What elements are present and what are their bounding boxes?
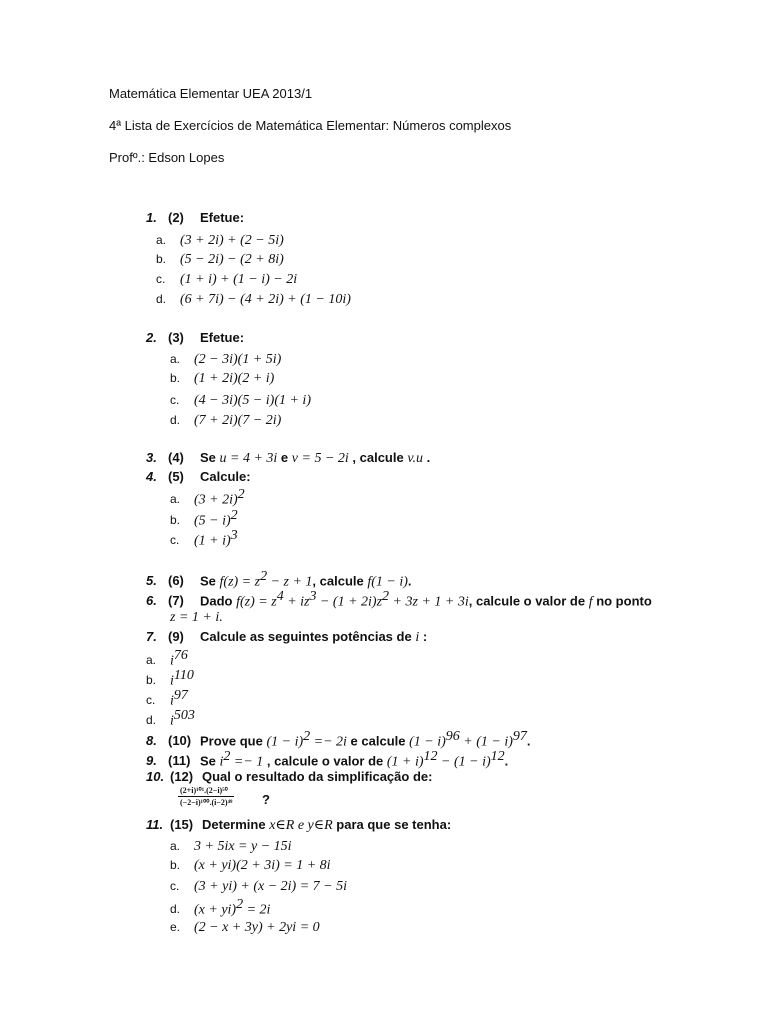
- question-2: 2. (3) Efetue:: [146, 330, 245, 345]
- q7-item-d: d. $i^{503}$: [146, 708, 195, 729]
- question-1: 1. (2) Efetue:: [146, 210, 245, 225]
- q2-item-b: b. (1 + 2i)(2 + i): [170, 371, 275, 386]
- q2-item-c: c. (4 − 3i)(5 − i)(1 + i): [170, 393, 311, 408]
- q7-item-a: a. $i^{76}$: [146, 648, 188, 669]
- q4-item-c: c. $(1 + i)^3$: [170, 528, 238, 549]
- fraction-denominator: (−2−i)¹⁰⁰.(i−2)⁴⁹: [180, 798, 233, 807]
- q1-item-a: a. (3 + 2i) + (2 − 5i): [156, 233, 284, 248]
- question-8: 8. (10) Prove que $(1 - i)^2 =- 2i$ e calcule $(1 - i)^{96} + (1 - i)^{97}$.: [146, 729, 531, 750]
- q11-item-b: b. (x + yi)(2 + 3i) = 1 + 8i: [170, 858, 331, 873]
- course-header: Matemática Elementar UEA 2013/1: [109, 86, 313, 101]
- q1-item-d: d. (6 + 7i) − (4 + 2i) + (1 − 10i): [156, 292, 351, 307]
- q2-item-a: a. (2 − 3i)(1 + 5i): [170, 352, 282, 367]
- question-3: 3. (4) Se u = 4 + 3i e v = 5 − 2i , calcule v.u .: [146, 450, 431, 466]
- question-6-point: z = 1 + i.: [170, 610, 223, 625]
- list-title: 4ª Lista de Exercícios de Matemática Elementar: Números complexos: [109, 118, 512, 133]
- q4-item-a: a. $(3 + 2i)^2$: [170, 487, 245, 508]
- question-10: 10. (12) Qual o resultado da simplificação de:: [146, 769, 433, 784]
- q11-item-a: a. 3 + 5ix = y − 15i: [170, 839, 292, 854]
- q7-item-c: c. $i^{97}$: [146, 688, 188, 709]
- question-11: 11. (15) Determine x∈R e y∈R para que se tenha:: [146, 817, 452, 833]
- fraction-numerator: (2+i)¹⁰¹.(2−i)⁵⁰: [178, 786, 234, 797]
- question-5: 5. (6) Se $f(z) = z^2 - z + 1$, calcule f(1 − i).: [146, 569, 412, 590]
- question-4: 4. (5) Calcule:: [146, 469, 251, 484]
- q2-item-d: d. (7 + 2i)(7 − 2i): [170, 413, 282, 428]
- question-mark: ?: [262, 792, 270, 807]
- q11-item-d: d. (x + yi)$^2$ = 2i: [170, 897, 271, 918]
- professor-line: Profº.: Edson Lopes: [109, 150, 225, 165]
- question-9: 9. (11) Se $i^2 =- 1$ , calcule o valor de $(1 + i)^{12} - (1 - i)^{12}$.: [146, 749, 509, 770]
- q11-item-c: c. (3 + yi) + (x − 2i) = 7 − 5i: [170, 879, 347, 894]
- q4-item-b: b. $(5 - i)^2$: [170, 508, 238, 529]
- question-6: 6. (7) Dado $f(z) = z^4 + iz^3 - (1 + 2i)z^2 + 3z + 1 + 3i$, calcule o valor de f no ponto: [146, 589, 652, 610]
- q1-item-b: b. (5 − 2i) − (2 + 8i): [156, 252, 284, 267]
- question-7: 7. (9) Calcule as seguintes potências de i :: [146, 629, 428, 645]
- q11-item-e: e. (2 − x + 3y) + 2yi = 0: [170, 920, 320, 935]
- q1-item-c: c. (1 + i) + (1 − i) − 2i: [156, 272, 298, 287]
- simplification-fraction: [178, 786, 234, 807]
- q7-item-b: b. $i^{110}$: [146, 668, 194, 689]
